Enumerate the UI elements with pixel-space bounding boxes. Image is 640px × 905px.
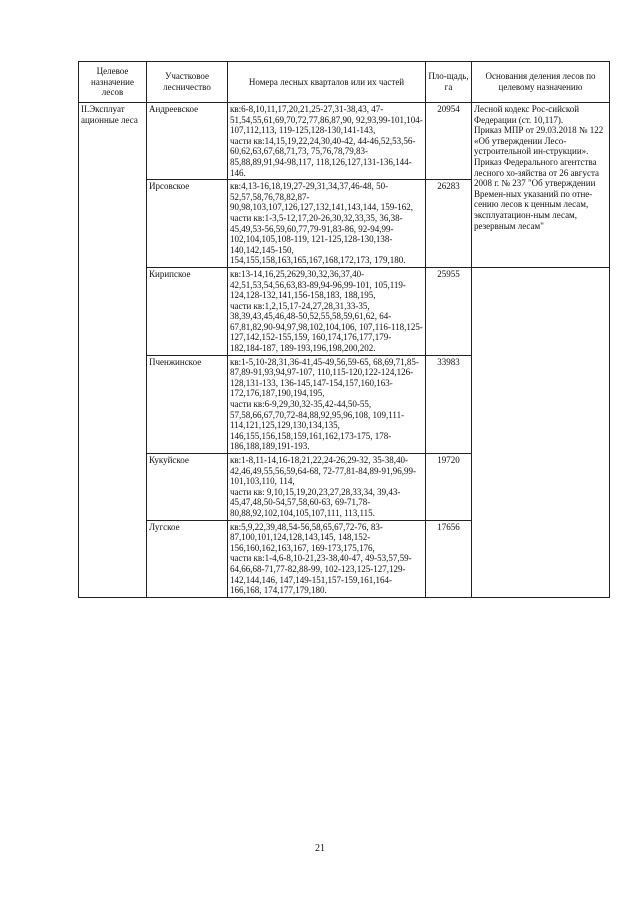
area-cell: 20954	[426, 103, 472, 180]
quarters-cell: кв:1-8,11-14,16-18,21,22,24-26,29-32, 35-38,40-42,46,49,55,56,59,64-68, 72-77,81-84,89-91,96,99-101,103,110, 114, части кв: 9,10,15,19,20,23,27,28,33,34, 39,43-45,47,48,50-54,57,58,60-63, 69-71,78-80,88,92,102,104,105,107,111, 113,115.	[228, 454, 426, 521]
district-cell: Кукуйское	[147, 454, 228, 521]
area-cell: 26283	[426, 180, 472, 268]
district-cell: Кирипское	[147, 267, 228, 355]
basis-cell: Лесной кодекс Рос-сийской Федерации (ст. 10,117). Приказ МПР от 29.03.2018 № 122 «Об утверждении Лесо-устроительной ин-струкции». Приказ Федерального агентства лесного хо-зяйства от 26 августа 2008 г. № 237 "Об утверждении Времен-ных указаний по отне-сению лесов к ценным лесам, эксплуатацион-ным лесам, резервным лесам"	[472, 103, 610, 268]
area-cell: 33983	[426, 355, 472, 453]
district-cell: Пченжинское	[147, 355, 228, 453]
header-basis: Основания деления лесов по целевому назначению	[472, 62, 610, 103]
quarters-cell: кв:6-8,10,11,17,20,21,25-27,31-38,43, 47-51,54,55,61,69,70,72,77,86,87,90, 92,93,99-101,104-107,112,113, 119-125,128-130,141-143, части кв:14,15,19,22,24,30,40-42, 44-46,52,53,56-60,62,63,67,68,71,73, 75,76,78,79,83-85,88,89,91,94-98,117, 118,126,127,131-136,144-146.	[228, 103, 426, 180]
forest-division-table	[78, 61, 610, 598]
header-district: Участковое лесничество	[147, 62, 228, 103]
quarters-cell: кв:5,9,22,39,48,54-56,58,65,67,72-76, 83-87,100,101,124,128,143,145, 148,152-156,160,162,163,167, 169-173,175,176, части кв:1-4,6-8,10-21,23-38,40-47, 49-53,57,59-64,66,68-71,77-82,88-99, 102-123,125-127,129-142,144,146, 147,149-151,157-159,161,164-166,168, 174,177,179,180.	[228, 520, 426, 597]
district-cell: Лугское	[147, 520, 228, 597]
header-purpose: Целевое назначение лесов	[79, 62, 147, 103]
quarters-cell: кв:1-5,10-28,31,36-41,45-49,56,59-65, 68,69,71,85-87,89-91,93,94,97-107, 110,115-120,122-124,126-128,131-133, 136-145,147-154,157,160,163-172,176,187,190,194,195, части кв:6-9,29,30,32-35,42-44,50-55, 57,58,66,67,70,72-84,88,92,95,96,108, 109,111-114,121,125,129,130,134,135, 146,155,156,158,159,161,162,173-175, 178-186,188,189,191-193.	[228, 355, 426, 453]
header-quarters: Номера лесных кварталов или их частей	[228, 62, 426, 103]
table-row	[79, 103, 610, 180]
purpose-cell: II.Эксплуат ационные леса	[79, 103, 147, 598]
header-area: Пло-щадь, га	[426, 62, 472, 103]
basis-empty-cell	[472, 267, 610, 597]
table-row	[79, 267, 610, 355]
area-cell: 19720	[426, 454, 472, 521]
area-cell: 25955	[426, 267, 472, 355]
quarters-cell: кв:4,13-16,18,19,27-29,31,34,37,46-48, 50-52,57,58,76,78,82,87-90,98,103,107,126,127,132,141,143,144, 159-162, части кв:1-3,5-12,17,20-26,30,32,33,35, 36,38-45,49,53-56,59,60,77,79-91,83-86, 92-94,99-102,104,105,108-119, 121-125,128-130,138-140,142,145-150, 154,155,158,163,165,167,168,172,173, 179,180.	[228, 180, 426, 268]
page-number: 21	[315, 843, 325, 854]
table-header-row	[79, 62, 610, 103]
quarters-cell: кв:13-14,16,25,2629,30,32,36,37,40-42,51,53,54,56,63,83-89,94-96,99-101, 105,119-124,128-132,141,156-158,183, 188,195, части кв:1,2,15,17-24,27,28,31,33-35, 38,39,43,45,46,48-50,52,55,58,59,61,62, 64-67,81,82,90-94,97,98,102,104,106, 107,116-118,125-127,142,152-155,159, 160,174,176,177,179-182,184-187, 189-193,196,198,200,202.	[228, 267, 426, 355]
district-cell: Андреевское	[147, 103, 228, 180]
area-cell: 17656	[426, 520, 472, 597]
district-cell: Ирсовское	[147, 180, 228, 268]
